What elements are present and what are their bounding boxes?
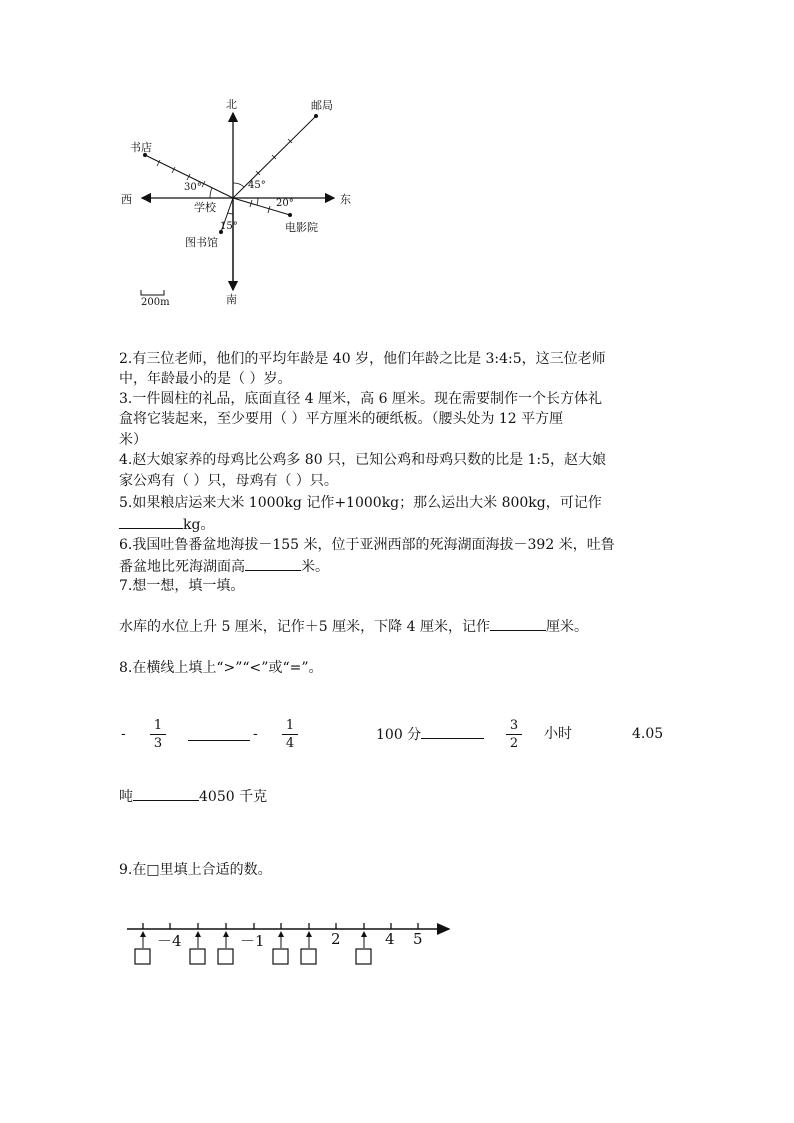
cinema-point	[288, 213, 292, 217]
q8-item2-prefix: 100 分	[376, 727, 422, 743]
answer-box-5[interactable]	[301, 949, 316, 964]
q8-fraction-3	[506, 718, 522, 751]
q7-prefix: 水库的水位上升 5 厘米，记作＋5 厘米，下降 4 厘米，记作	[119, 619, 490, 635]
post-office-label: 邮局	[311, 99, 333, 112]
scale-label: 200m	[141, 297, 170, 308]
q8-minus-2: -	[253, 726, 258, 742]
q8-title: 8.在横线上填上“>”“<”或“=”。	[119, 660, 323, 676]
q9-title: 9.在□里填上合适的数。	[119, 862, 272, 878]
q5-line1: 5.如果粮店运来大米 1000kg 记作+1000kg；那么运出大米 800kg，可记作	[119, 495, 602, 511]
q3-line2: 盒将它装起来，至少要用（ ）平方厘米的硬纸板。（腰头处为 12 平方厘	[119, 411, 564, 427]
numline-label-2: 2	[331, 930, 341, 948]
q8-item3-unit: 吨	[119, 789, 133, 805]
q7-line	[119, 616, 588, 637]
cinema-label: 电影院	[285, 221, 318, 234]
q5-answer-blank[interactable]	[119, 514, 183, 529]
angle-15-label: 15°	[220, 221, 238, 232]
answer-box-6[interactable]	[356, 949, 371, 964]
numline-label-minus4: －4	[157, 932, 182, 950]
q8-minus-1: -	[121, 726, 126, 742]
q2-line1: 2.有三位老师，他们的平均年龄是 40 岁，他们年龄之比是 3:4:5，这三位老师	[119, 351, 606, 367]
numline-label-4: 4	[385, 930, 395, 948]
angle-arc-15	[228, 213, 233, 214]
q8-fraction-2-denominator: 4	[285, 736, 295, 751]
answer-box-3[interactable]	[218, 949, 233, 964]
answer-box-4[interactable]	[273, 949, 288, 964]
direction-map	[0, 0, 794, 320]
q8-fraction-3-denominator: 2	[509, 736, 519, 751]
q4-line2: 家公鸡有（ ）只，母鸡有（ ）只。	[119, 473, 338, 489]
q8-fraction-1-numerator: 1	[153, 718, 163, 733]
q4-line1: 4.赵大娘家养的母鸡比公鸡多 80 只，已知公鸡和母鸡只数的比是 1:5，赵大娘	[119, 452, 607, 468]
q2-line2: 中，年龄最小的是（ ）岁。	[119, 371, 292, 387]
q3-line3: 米）	[119, 432, 147, 448]
q7-suffix: 厘米。	[545, 619, 588, 635]
number-line	[0, 900, 794, 980]
q6-prefix: 番盆地比死海湖面高	[119, 559, 245, 575]
library-label: 图书馆	[185, 236, 218, 249]
numline-label-5: 5	[413, 930, 423, 948]
q8-fraction-1-denominator: 3	[153, 736, 163, 751]
answer-box-1[interactable]	[135, 949, 150, 964]
q7-answer-blank[interactable]	[490, 616, 546, 631]
angle-arc-20	[257, 198, 258, 205]
q8-item2-suffix: 小时	[544, 726, 572, 742]
q8-fraction-2	[282, 718, 298, 751]
school-label: 学校	[194, 201, 216, 214]
q5-line2	[119, 514, 214, 535]
west-label: 西	[121, 193, 132, 206]
q7-title: 7.想一想，填一填。	[119, 578, 245, 594]
angle-arc-45	[233, 183, 244, 187]
q8-item3-prefix: 4.05	[632, 726, 664, 742]
scale-bar	[141, 290, 164, 295]
q6-line1: 6.我国吐鲁番盆地海拔－155 米，位于亚洲西部的死海湖面海拔－392 米，吐鲁	[119, 537, 615, 553]
north-label: 北	[226, 98, 237, 111]
q6-suffix: 米。	[301, 559, 329, 575]
answer-box-2[interactable]	[190, 949, 205, 964]
angle-30-label: 30°	[184, 182, 202, 193]
q8-item-2	[376, 724, 484, 745]
q3-line1: 3.一件圆柱的礼品，底面直径 4 厘米，高 6 厘米。现在需要制作一个长方体礼	[119, 391, 602, 407]
q8-fraction-2-numerator: 1	[285, 718, 295, 733]
south-label: 南	[226, 293, 237, 306]
q5-unit: kg。	[183, 517, 215, 533]
q8-blank-2[interactable]	[421, 724, 484, 739]
east-label: 东	[340, 193, 351, 206]
q6-answer-blank[interactable]	[245, 556, 301, 571]
q8-fraction-3-numerator: 3	[509, 718, 519, 733]
q8-blank-1[interactable]	[188, 726, 250, 741]
numline-label-minus1: －1	[240, 932, 265, 950]
q8-item3-suffix: 4050 千克	[199, 789, 268, 805]
angle-20-label: 20°	[276, 198, 294, 209]
post-office-point	[314, 114, 318, 118]
q8-blank-3[interactable]	[133, 786, 199, 801]
bookstore-label: 书店	[130, 141, 152, 154]
q8-item-3-line2	[119, 786, 267, 807]
angle-45-label: 45°	[248, 180, 266, 191]
q6-line2	[119, 556, 329, 577]
angle-arc-30	[210, 188, 212, 198]
number-line-ticks	[143, 923, 418, 929]
q8-fraction-1	[150, 718, 166, 751]
